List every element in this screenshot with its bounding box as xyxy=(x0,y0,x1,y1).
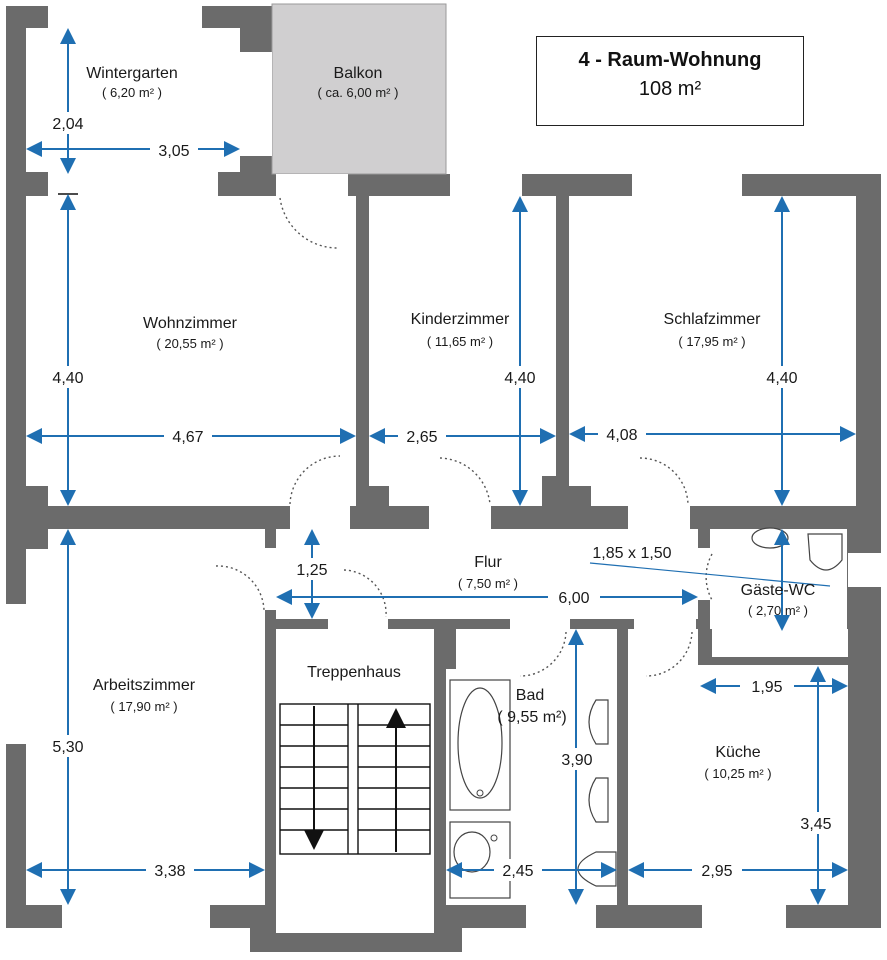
flur-area: ( 7,50 m² ) xyxy=(458,576,518,591)
kueche-name: Küche xyxy=(715,744,761,761)
dim-kinderzimmer-h: 4,40 xyxy=(504,370,536,387)
dim-wohnzimmer-w: 4,67 xyxy=(172,429,204,446)
dim-wc-size: 1,85 x 1,50 xyxy=(592,545,672,562)
dim-kinderzimmer-w: 2,65 xyxy=(406,429,438,446)
page-title: 4 - Raum-Wohnung xyxy=(578,49,762,71)
dim-schlafzimmer-w: 4,08 xyxy=(606,427,638,444)
dim-kueche-w: 2,95 xyxy=(701,863,733,880)
balkon-area: ( ca. 6,00 m² ) xyxy=(317,85,399,100)
dim-wintergarten-w: 3,05 xyxy=(158,143,190,160)
balkon-name: Balkon xyxy=(333,65,383,82)
dim-schlafzimmer-h: 4,40 xyxy=(766,370,798,387)
gaeste-wc-name: Gäste-WC xyxy=(740,582,816,599)
dim-bad-h: 3,90 xyxy=(561,752,593,769)
flur-room xyxy=(276,529,698,619)
dim-kueche-h: 3,45 xyxy=(800,816,832,833)
wohnzimmer-area: ( 20,55 m² ) xyxy=(156,336,224,351)
wintergarten-area: ( 6,20 m² ) xyxy=(102,85,162,100)
schlafzimmer-area: ( 17,95 m² ) xyxy=(678,334,746,349)
dim-bad-w: 2,45 xyxy=(502,863,534,880)
kinderzimmer-room xyxy=(369,196,556,506)
staircase xyxy=(280,704,430,854)
dim-flur-w: 6,00 xyxy=(558,590,590,607)
gaeste-wc-area: ( 2,70 m² ) xyxy=(748,603,808,618)
flur-name: Flur xyxy=(474,554,502,571)
dim-flur-h: 1,25 xyxy=(296,562,328,579)
arbeitszimmer-room xyxy=(26,529,265,905)
arbeitszimmer-area: ( 17,90 m² ) xyxy=(110,699,178,714)
wohnzimmer-room xyxy=(26,196,356,506)
kinderzimmer-name: Kinderzimmer xyxy=(410,311,510,328)
dim-wintergarten-h: 2,04 xyxy=(52,116,84,133)
kinderzimmer-area: ( 11,65 m² ) xyxy=(426,334,494,349)
arbeitszimmer-name: Arbeitszimmer xyxy=(92,677,196,694)
treppenhaus-name: Treppenhaus xyxy=(307,664,401,681)
dim-kueche-w-top: 1,95 xyxy=(751,679,783,696)
dim-arbeitszimmer-h: 5,30 xyxy=(52,739,84,756)
schlafzimmer-name: Schlafzimmer xyxy=(663,311,761,328)
dim-wohnzimmer-h: 4,40 xyxy=(52,370,84,387)
schlafzimmer-room xyxy=(569,196,856,506)
wintergarten-room xyxy=(26,28,240,172)
bad-area: ( 9,55 m²) xyxy=(497,709,567,726)
wintergarten-name: Wintergarten xyxy=(86,65,178,82)
total-area: 108 m² xyxy=(638,78,702,100)
dim-arbeitszimmer-w: 3,38 xyxy=(154,863,186,880)
wohnzimmer-name: Wohnzimmer xyxy=(143,315,237,332)
title-box xyxy=(536,36,804,126)
kueche-area: ( 10,25 m² ) xyxy=(704,766,772,781)
bad-name: Bad xyxy=(515,687,545,704)
